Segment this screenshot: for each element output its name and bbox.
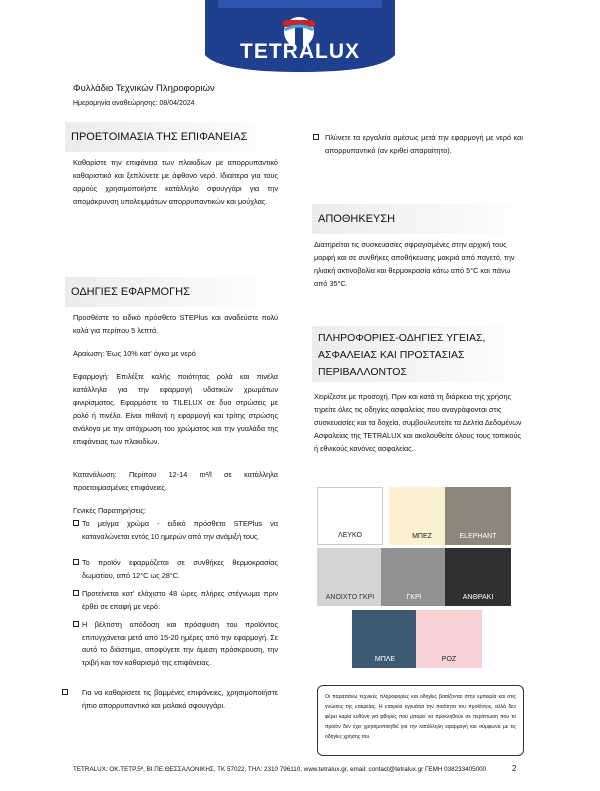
color-swatch-label: ELEPHANT [459,533,497,540]
checkbox-icon [73,621,79,627]
note-text: Προτείνεται κατ' ελάχιστο 48 ώρες πλήρες στέγνωμα πριν έρθει σε επαφή με νερό. [82,589,278,611]
storage-text: Διατηρείται τις συσκευασίες σφραγισμένες στην αρχική τους μορφή και σε συνθήκες αποθήκευσης μακριά από παγετό, την ηλιακή ακτινοβολία και θερμοκρασία κάτω από 5°C και πάνω από 35°C. [314,240,515,288]
color-swatch-label: ΛΕΥΚΟ [338,532,362,539]
notes-heading: Γενικές Παρατηρήσεις: [73,506,146,515]
health-heading [312,326,530,382]
checkbox-icon [73,590,79,596]
health-heading-line: ΠΛΗΡΟΦΟΡΙΕΣ-ΟΔΗΓΙΕΣ ΥΓΕΙΑΣ, [318,332,486,344]
disclaimer-box: Οι παραπάνω τεχνικές πληροφορίες και οδηγίες βασίζονται στην εμπειρία και στις γνώσεις της εταιρείας. Η εταιρεία εγγυάται την ποιότητα του προϊόντος, αλλά δεν φέρει καμία ευθύνη για φθορές που μπορεί να προκληθούν σε περίπτωση που το προϊόν δεν έχει χρησιμοποιηθεί για την κατάλληλη εφαρμογή και σύμφωνα με τις οδηγίες χρήσης του. [317,685,524,756]
checkbox-icon [73,520,79,526]
storage-heading: ΑΠΟΘΗΚΕΥΣΗ [312,204,530,234]
prep-text: Καθαρίστε την επιφάνεια των πλακιδίων με απορρυπαντικό καθαριστικό και ξεπλύνετε με άφθονο νερό. Ιδιαίτερα για τους αρμούς χρησιμοποιήστε κατάλληλο σφουγγάρι για την απομάκρυνση υπολειμμάτων απορρυπαντικών και μούχλας. [73,158,278,206]
color-swatch-elephant [445,487,511,545]
color-swatch-white [317,487,383,545]
brand-name: TETRALUX [240,40,360,63]
checkbox-icon [62,689,68,695]
document-title: Φυλλάδιο Τεχνικών Πληροφοριών [73,83,215,94]
note-text: Πλύνετε τα εργαλεία αμέσως μετά την εφαρμογή με νερό και απορρυπαντικό (αν κριθεί απαραίτητο). [325,133,523,155]
color-swatch-label: ΑΝΟΙΧΤΟ ΓΚΡΙ [325,594,375,601]
color-swatch-label: ΑΝΘΡΑΚΙ [462,594,494,601]
color-swatch-blue [352,610,418,668]
application-method: Εφαρμογή: Επιλέξτε καλής ποιότητας ρολά και πινέλα κατάλληλα για την εφαρμογή υδατικών χρωμάτων φινιρίσματος. Εφαρμόστε το TILELUX σε δυο στρώσεις με ρολό ή πινέλο. Είναι πιθανή η εφαρμογή και τρίτης στρώσης ανάλογα με την απόχρωση του χρώματος και την γυαλάδα της επιφάνειας των πλακιδίων. [73,372,278,446]
checkbox-icon [73,559,79,565]
color-swatch-label: ΜΠΕΖ [412,533,432,540]
prep-heading: ΠΡΟΕΤΟΙΜΑΣΙΑ ΤΗΣ ΕΠΙΦΑΝΕΙΑΣ [65,122,278,152]
note-item [73,557,278,582]
note-item [73,518,278,543]
note-text: Το προϊόν εφαρμόζεται σε συνθήκες θερμοκρασίας δωματίου, από 12°C ως 28°C. [82,558,278,580]
health-text: Χειρίζεστε με προσοχή. Πριν και κατά τη διάρκεια της χρήσης τηρείτε όλες τις οδηγίες ασφαλείας που αναγράφονται στις συσκευασίες και τα δοχεία, συμβουλευτείτε τα Δελτία Δεδομένων Ασφαλείας της TETRALUX και ακολουθείτε όλους τους τοπικούς ή εθνικούς κανόνες ασφαλείας. [314,392,522,453]
note-text: Η βέλτιστη απόδοση και πρόσφυση του προϊόντος επιτυγχάνεται μετά από 15-20 ημέρες από την εφαρμογή. Σε αυτό το διάστημα, αποφύγετε την άμεση πρόσκρουση, την τριβή και τον καθαρισμό της επιφάνειας. [82,620,278,667]
page-number: 2 [512,764,517,773]
color-swatch-light-grey [317,548,383,606]
note-item [73,619,278,669]
header-banner [0,0,600,80]
color-swatch-grey [381,548,447,606]
footer-contact: TETRALUX: ΟΚ.ΤΕΤΡ.5ª, ΒΙ.ΠΕ.ΘΕΣΣΑΛΟΝΙΚΗΣ, ΤΚ 57022, ΤΗΛ: 2310 796110, www.tetralux.gr, email: contact@tetralux.gr ΓΕΜΗ 038233405000 [73,766,487,773]
application-step-1: Προσθέστε το ειδικό πρόσθετο STEPlus και αναδεύστε πολύ καλά για περίπου 5 λεπτά. [73,313,278,335]
application-heading: ΟΔΗΓΙΕΣ ΕΦΑΡΜΟΓΗΣ [65,277,278,307]
health-heading-line: ΑΣΦΑΛΕΙΑΣ ΚΑΙ ΠΡΟΣΤΑΣΙΑΣ [318,349,465,361]
color-swatch-label: ΡΟΖ [441,656,457,663]
note-item [73,588,278,613]
color-swatch-anthracite [445,548,511,606]
color-swatch-pink [416,610,482,668]
note-text: Για να καθαρίσετε τις βαμμένες επιφάνειες, χρησιμοποιήστε ήπιο απορρυπαντικό και μαλακό σφουγγάρι. [82,688,278,710]
note-item [62,687,278,712]
checkbox-icon [313,134,319,140]
dilution-text: Αραίωση: Έως 10% κατ' όγκο με νερό [73,349,196,358]
color-swatch-label: ΜΠΛΕ [374,656,396,663]
note-text: Το μείγμα χρώμα - ειδικό πρόσθετο STEPlus να καταναλώνεται εντός 10 ημερών από την ανάμιξή τους. [82,519,278,541]
color-swatch-label: ΓΚΡΙ [406,594,422,601]
note-item [313,132,523,157]
consumption-text: Κατανάλωση: Περίπου 12-14 m²/l σε κατάλληλα προετοιμασμένες επιφάνειες. [73,470,278,492]
revision-date: Ημερομηνία αναθεώρησης: 08/04/2024 [73,100,195,107]
health-heading-line: ΠΕΡΙΒΑΛΛΟΝΤΟΣ [318,366,407,378]
